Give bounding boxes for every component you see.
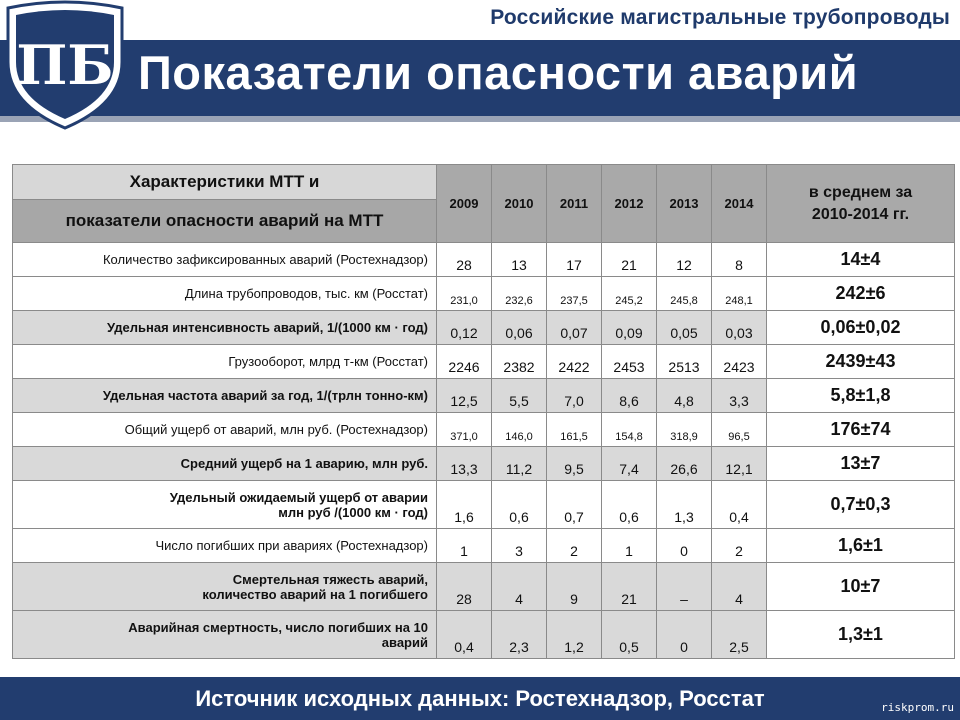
- average-header-line1: в среднем за: [808, 183, 913, 201]
- row-label: [13, 481, 437, 529]
- value-cell: 2513: [657, 345, 712, 379]
- value-cell: 2423: [712, 345, 767, 379]
- average-cell: 0,7±0,3: [767, 481, 955, 529]
- year-header: 2013: [657, 165, 712, 243]
- value-cell: –: [657, 563, 712, 611]
- value-cell: 21: [602, 563, 657, 611]
- value-cell: 0,6: [492, 481, 547, 529]
- value-cell: 1,6: [437, 481, 492, 529]
- banner-stripe: [0, 116, 960, 122]
- watermark: riskprom.ru: [881, 701, 954, 714]
- row-label-line2: аварий: [381, 634, 428, 650]
- average-cell: 176±74: [767, 413, 955, 447]
- average-cell: 242±6: [767, 277, 955, 311]
- value-cell: 0,4: [437, 611, 492, 659]
- value-cell: 13: [492, 243, 547, 277]
- row-label: [13, 345, 437, 379]
- row-label: [13, 563, 437, 611]
- table-row: [13, 345, 955, 379]
- row-label: [13, 611, 437, 659]
- value-cell: 7,4: [602, 447, 657, 481]
- page-title: Показатели опасности аварий: [138, 46, 859, 99]
- value-cell: 17: [547, 243, 602, 277]
- value-cell: 13,3: [437, 447, 492, 481]
- table-row: [13, 447, 955, 481]
- row-label-line1: Аварийная смертность, число погибших на 10: [128, 619, 428, 635]
- value-cell: 5,5: [492, 379, 547, 413]
- value-cell: 9,5: [547, 447, 602, 481]
- average-cell: 1,3±1: [767, 611, 955, 659]
- average-cell: 5,8±1,8: [767, 379, 955, 413]
- shield-logo-icon: [0, 0, 130, 130]
- value-cell: 28: [437, 563, 492, 611]
- row-label: [13, 447, 437, 481]
- row-label: [13, 311, 437, 345]
- row-label: [13, 243, 437, 277]
- value-cell: 0,5: [602, 611, 657, 659]
- value-cell: 12,1: [712, 447, 767, 481]
- value-cell: 154,8: [602, 413, 657, 447]
- table-row: [13, 563, 955, 611]
- value-cell: 371,0: [437, 413, 492, 447]
- value-cell: 8,6: [602, 379, 657, 413]
- value-cell: 232,6: [492, 277, 547, 311]
- value-cell: 318,9: [657, 413, 712, 447]
- row-label-line1: Смертельная тяжесть аварий,: [232, 571, 428, 587]
- value-cell: 0,06: [492, 311, 547, 345]
- value-cell: 0,12: [437, 311, 492, 345]
- table-row: [13, 481, 955, 529]
- average-header: [767, 165, 955, 243]
- average-cell: 2439±43: [767, 345, 955, 379]
- value-cell: 3: [492, 529, 547, 563]
- value-cell: 4: [712, 563, 767, 611]
- value-cell: 1,2: [547, 611, 602, 659]
- year-header: 2014: [712, 165, 767, 243]
- row-label: [13, 529, 437, 563]
- average-cell: 0,06±0,02: [767, 311, 955, 345]
- value-cell: 1: [602, 529, 657, 563]
- year-header: 2010: [492, 165, 547, 243]
- average-cell: 10±7: [767, 563, 955, 611]
- row-label-line1: Удельная интенсивность аварий, 1/(1000 км · год): [106, 320, 428, 335]
- header-characteristics-2: показатели опасности аварий на МТТ: [13, 200, 437, 243]
- source-text: Источник исходных данных: Ростехнадзор, Росстат: [195, 686, 765, 711]
- table-body: [13, 243, 955, 659]
- value-cell: 0,05: [657, 311, 712, 345]
- value-cell: 2453: [602, 345, 657, 379]
- average-cell: 13±7: [767, 447, 955, 481]
- average-header-line2: 2010-2014 гг.: [811, 205, 910, 223]
- table-row: [13, 611, 955, 659]
- value-cell: 248,1: [712, 277, 767, 311]
- value-cell: 2382: [492, 345, 547, 379]
- value-cell: 161,5: [547, 413, 602, 447]
- value-cell: 2,5: [712, 611, 767, 659]
- row-label-line1: Удельная частота аварий за год, 1/(трлн тонно-км): [102, 388, 428, 403]
- value-cell: 0,03: [712, 311, 767, 345]
- value-cell: 0,7: [547, 481, 602, 529]
- row-label-line1: Общий ущерб от аварий, млн руб. (Ростехнадзор): [124, 422, 428, 437]
- value-cell: 12,5: [437, 379, 492, 413]
- value-cell: 2: [547, 529, 602, 563]
- value-cell: 9: [547, 563, 602, 611]
- value-cell: 1,3: [657, 481, 712, 529]
- row-label-line1: Грузооборот, млрд т-км (Росстат): [228, 354, 428, 369]
- value-cell: 11,2: [492, 447, 547, 481]
- average-cell: 1,6±1: [767, 529, 955, 563]
- value-cell: 12: [657, 243, 712, 277]
- hazard-table: [12, 164, 955, 659]
- table-row: [13, 379, 955, 413]
- table-row: [13, 413, 955, 447]
- value-cell: 28: [437, 243, 492, 277]
- year-header: 2009: [437, 165, 492, 243]
- year-header: 2011: [547, 165, 602, 243]
- value-cell: 96,5: [712, 413, 767, 447]
- row-label-line1: Удельный ожидаемый ущерб от аварии: [169, 489, 428, 505]
- row-label-line1: Длина трубопроводов, тыс. км (Росстат): [184, 286, 428, 301]
- row-label-line1: Средний ущерб на 1 аварию, млн руб.: [180, 456, 428, 471]
- table-row: [13, 243, 955, 277]
- value-cell: 21: [602, 243, 657, 277]
- value-cell: 245,8: [657, 277, 712, 311]
- row-label-line1: Количество зафиксированных аварий (Ростехнадзор): [102, 252, 428, 267]
- value-cell: 0,09: [602, 311, 657, 345]
- row-label-line2: количество аварий на 1 погибшего: [202, 586, 428, 602]
- value-cell: 2246: [437, 345, 492, 379]
- value-cell: 0: [657, 611, 712, 659]
- row-label: [13, 379, 437, 413]
- company-name: Российские магистральные трубопроводы: [490, 6, 950, 29]
- value-cell: 0,07: [547, 311, 602, 345]
- value-cell: 245,2: [602, 277, 657, 311]
- value-cell: 2: [712, 529, 767, 563]
- value-cell: 7,0: [547, 379, 602, 413]
- value-cell: 231,0: [437, 277, 492, 311]
- value-cell: 4,8: [657, 379, 712, 413]
- value-cell: 2422: [547, 345, 602, 379]
- table-row: [13, 311, 955, 345]
- value-cell: 0: [657, 529, 712, 563]
- header-characteristics-1: Характеристики МТТ и: [13, 165, 437, 200]
- row-label-line2: млн руб /(1000 км · год): [278, 504, 428, 520]
- table-row: [13, 529, 955, 563]
- row-label: [13, 413, 437, 447]
- table-row: [13, 277, 955, 311]
- value-cell: 2,3: [492, 611, 547, 659]
- logo-text: ПБ: [16, 33, 114, 97]
- row-label-line1: Число погибших при авариях (Ростехнадзор): [155, 538, 428, 553]
- value-cell: 0,6: [602, 481, 657, 529]
- value-cell: 26,6: [657, 447, 712, 481]
- average-cell: 14±4: [767, 243, 955, 277]
- row-label: [13, 277, 437, 311]
- value-cell: 8: [712, 243, 767, 277]
- value-cell: 1: [437, 529, 492, 563]
- value-cell: 4: [492, 563, 547, 611]
- year-header: 2012: [602, 165, 657, 243]
- value-cell: 237,5: [547, 277, 602, 311]
- value-cell: 0,4: [712, 481, 767, 529]
- value-cell: 3,3: [712, 379, 767, 413]
- value-cell: 146,0: [492, 413, 547, 447]
